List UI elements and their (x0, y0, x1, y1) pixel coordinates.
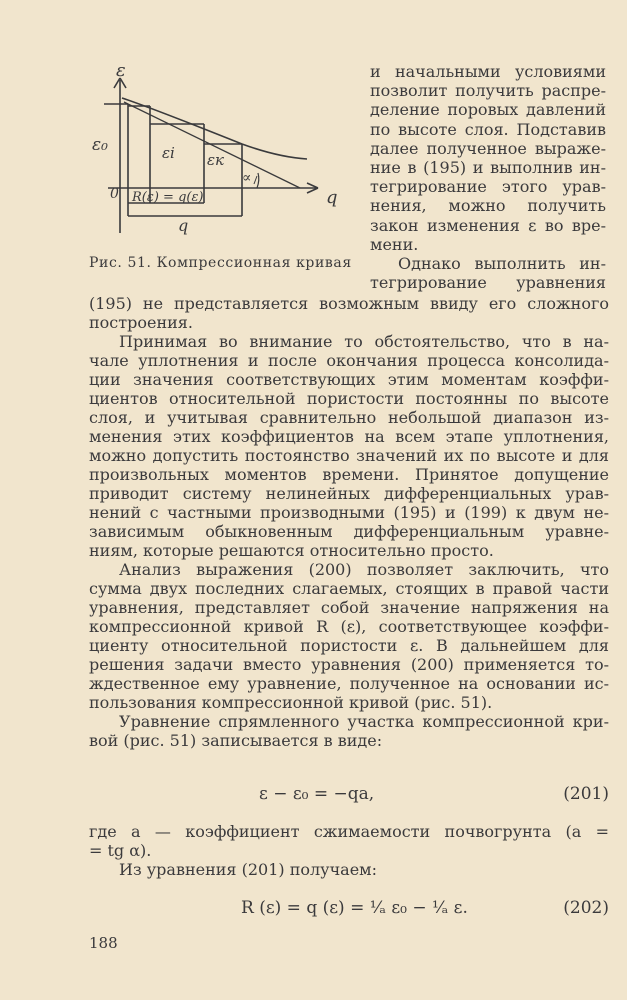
text-line: позволит получить распре- (370, 81, 606, 101)
text-line: нений с частными производными (195) и (199) к двум не- (89, 503, 609, 522)
text-line: ниям, которые решаются относительно просто. (89, 541, 494, 560)
epsilon-k-label: εк (207, 151, 225, 169)
text-line: далее полученное выраже- (370, 138, 606, 158)
text-line: вой (рис. 51) записывается в виде: (89, 731, 383, 750)
wrapped-paragraph (370, 62, 606, 292)
body-text-2 (89, 822, 609, 879)
alpha-label: ∝ (242, 170, 252, 186)
text-line: по высоте слоя. Подставив (370, 119, 606, 139)
body-text (89, 294, 609, 750)
text-line: Однако выполнить ин- (398, 253, 606, 273)
text-line: пользования компрессионной кривой (рис. 51). (89, 693, 493, 712)
text-line: сумма двух последних слагаемых, стоящих в правой части (89, 579, 609, 598)
figure-caption: Рис. 51. Компрессионная кривая (89, 255, 352, 271)
text-line: менения этих коэффициентов на всем этапе уплотнения, (89, 427, 609, 446)
equation-202-expression: R (ε) = q (ε) = ¹⁄ₐ ε₀ − ¹⁄ₐ ε. (241, 898, 468, 918)
epsilon-axis-label: ε (116, 60, 126, 81)
text-line: и начальными условиями (370, 62, 606, 81)
text-line: Принимая во внимание то обстоятельство, что в на- (119, 332, 609, 351)
compression-curve-figure (92, 58, 360, 258)
text-line: чале уплотнения и после окончания процесса консолида- (89, 351, 609, 370)
text-line: циенту относительной пористости ε. В дальнейшем для (89, 636, 609, 655)
page-number: 188 (89, 934, 118, 952)
text-line: зависимым обыкновенным дифференциальным уравне- (89, 522, 609, 541)
text-line: мени. (370, 234, 419, 254)
text-line: ждественное ему уравнение, полученное на основании ис- (89, 674, 609, 693)
epsilon0-label: ε₀ (92, 135, 108, 155)
equation-202-number: (202) (563, 898, 609, 918)
text-line: закон изменения ε во вре- (370, 215, 606, 235)
q-below-label: q (178, 216, 189, 235)
text-line: нения, можно получить (370, 196, 606, 216)
text-line: можно допустить постоянство значений их по высоте и для (89, 446, 609, 465)
epsilon-i-label: εi (162, 144, 175, 162)
equation-202 (89, 898, 609, 926)
text-line: = tg α). (89, 841, 152, 860)
text-line: компрессионной кривой R (ε), соответствующее коэффи- (89, 617, 609, 636)
equation-201-expression: ε − ε₀ = −qa, (259, 784, 375, 804)
text-line: ции значения соответствующих этим моментам коэффи- (89, 370, 609, 389)
r-of-epsilon-label: R(ε) = q(ε) (132, 190, 204, 205)
text-line: построения. (89, 313, 193, 332)
text-line: деление поровых давлений (370, 100, 606, 120)
compression-curve-diagram (92, 58, 360, 258)
equation-201-number: (201) (563, 784, 609, 804)
text-line: произвольных моментов времени. Принятое допущение (89, 465, 609, 484)
text-line: Уравнение спрямленного участка компрессионной кри- (119, 712, 609, 731)
text-line: ние в (195) и выполнив ин- (370, 157, 606, 177)
text-line: решения задачи вместо уравнения (200) применяется то- (89, 655, 609, 674)
q-axis-label: q (326, 187, 338, 208)
equation-201 (89, 784, 609, 806)
text-line: Из уравнения (201) получаем: (119, 860, 378, 879)
text-line: Анализ выражения (200) позволяет заключить, что (119, 560, 609, 579)
text-line: приводит систему нелинейных дифференциальных урав- (89, 484, 609, 503)
text-line: (195) не представляется возможным ввиду его сложного (89, 294, 609, 313)
text-line: тегрирование уравнения (370, 273, 606, 293)
text-line: уравнения, представляет собой значение напряжения на (89, 598, 609, 617)
text-line: циентов относительной пористости постоянны по высоте (89, 389, 609, 408)
text-line: тегрирование этого урав- (370, 177, 606, 197)
text-line: слоя, и учитывая сравнительно небольшой диапазон из- (89, 408, 609, 427)
text-line: где a — коэффициент сжимаемости почвогрунта (a = (89, 822, 609, 841)
origin-label: 0 (110, 186, 119, 202)
